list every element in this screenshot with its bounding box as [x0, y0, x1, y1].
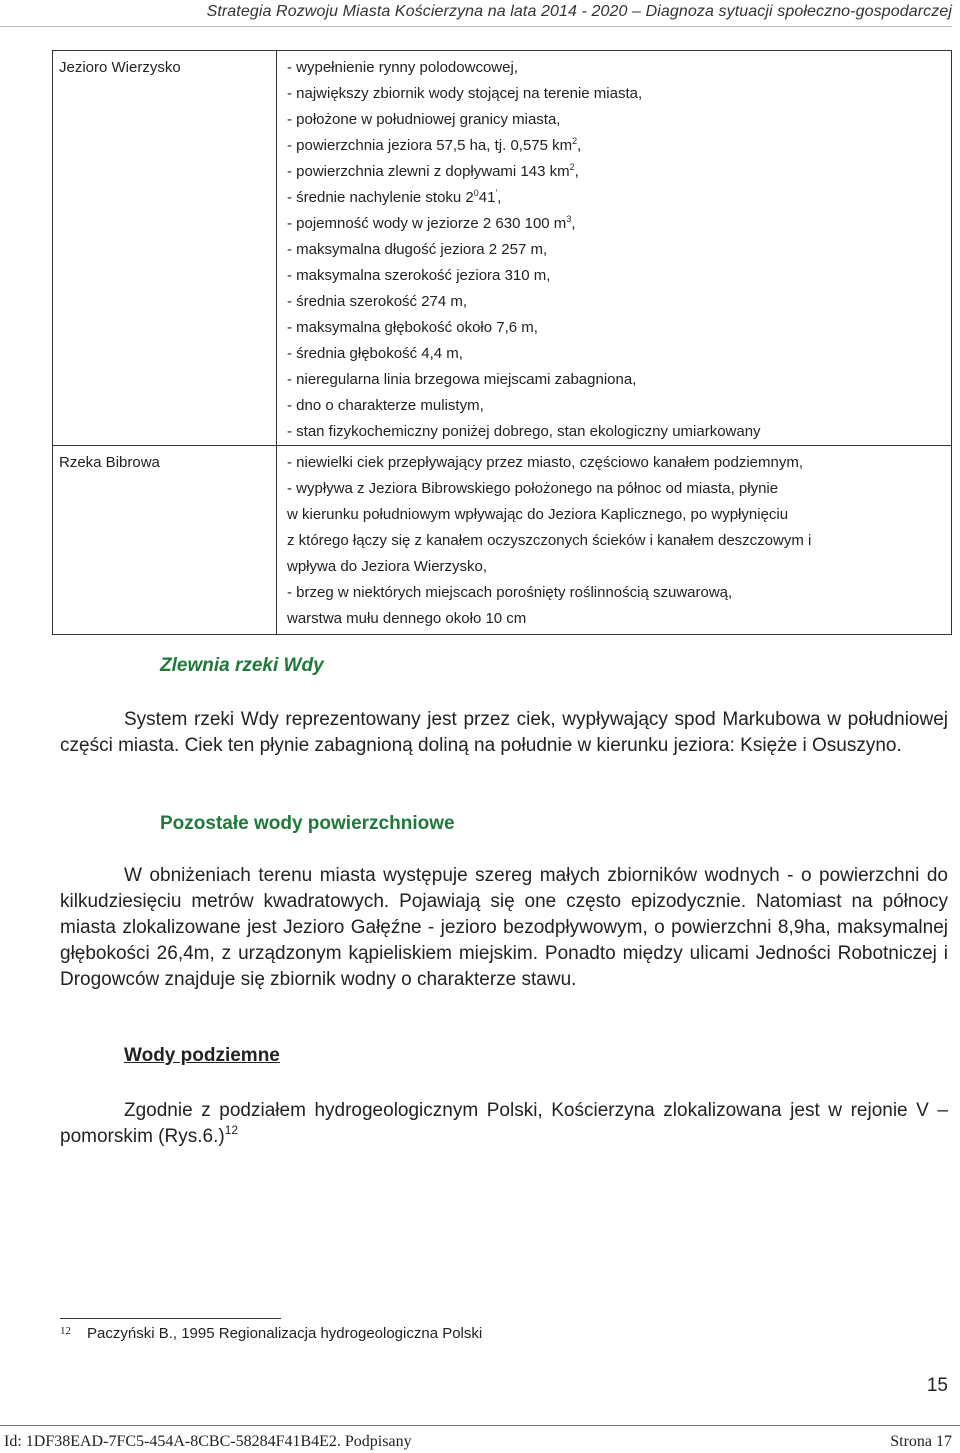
list-item: - średnie nachylenie stoku $2^041'$,: [287, 188, 502, 206]
footnote-number: 12: [60, 1325, 71, 1337]
water-bodies-table: [52, 50, 952, 635]
list-item: - niewielki ciek przepływający przez miasto, częściowo kanałem podziemnym,: [287, 454, 804, 471]
paragraph-wda: System rzeki Wdy reprezentowany jest przez ciek, wypływający spod Markubowa w południowej części miasta. Ciek ten płynie zabagnioną doliną na południe w kierunku jeziora: Księże i Osuszyno.: [60, 709, 948, 756]
paragraph-groundwater: Zgodnie z podziałem hydrogeologicznym Polski, Kościerzyna zlokalizowana jest w rejonie V – pomorskim $(Rys.6.)^{12}$: [60, 1100, 948, 1147]
table-cell-description: [277, 51, 952, 446]
footnote-divider: [60, 1318, 281, 1319]
list-item: - wypływa z Jeziora Bibrowskiego położonego na północ od miasta, płynie: [287, 480, 779, 497]
table-cell-description: [277, 446, 952, 635]
table-row: [53, 51, 952, 446]
table-cell-name: Rzeka Bibrowa: [53, 446, 277, 635]
section-heading-surface-waters: Pozostałe wody powierzchniowe: [160, 813, 455, 834]
header-divider: [0, 26, 952, 27]
list-item: - nieregularna linia brzegowa miejscami zabagniona,: [287, 371, 637, 388]
list-item: - maksymalna szerokość jeziora 310 m,: [287, 267, 551, 284]
list-item: - położone w południowej granicy miasta,: [287, 111, 561, 128]
list-item: z którego łączy się z kanałem oczyszczonych ścieków i kanałem deszczowym i: [287, 532, 812, 549]
list-item: w kierunku południowym wpływając do Jeziora Kaplicznego, po wypłynięciu: [287, 506, 789, 523]
list-item: - wypełnienie rynny polodowcowej,: [287, 59, 518, 76]
list-item: - brzeg w niektórych miejscach porośnięty roślinnością szuwarową,: [287, 584, 733, 601]
list-item: - maksymalna długość jeziora 2 257 m,: [287, 241, 548, 258]
list-item: - największy zbiornik wody stojącej na terenie miasta,: [287, 85, 643, 102]
list-item: - pojemność wody w jeziorze 2 630 100 $m^3$,: [287, 214, 576, 232]
footer-divider: [0, 1425, 960, 1426]
footnote-ref: 12: [224, 1123, 239, 1137]
page-header: Strategia Rozwoju Miasta Kościerzyna na lata 2014 - 2020 – Diagnoza sytuacji społeczno-gospodarczej: [206, 3, 952, 20]
paragraph-surface-waters: W obniżeniach terenu miasta występuje szereg małych zbiorników wodnych - o powierzchni do kilkudziesięciu metrów kwadratowych. Pojawiają się one często epizodycznie. Natomiast na północy miasta zlokalizowane jest Jezioro Gałęźne - jezioro bezodpływowym, o powierzchni 8,9ha, maksymalnej głębokości 26,4m, z urządzonym kąpieliskiem miejskim. Ponadto między ulicami Jedności Robotniczej i Drogowców znajduje się zbiornik wodny o charakterze stawu.: [60, 865, 948, 990]
list-item: - stan fizykochemiczny poniżej dobrego, stan ekologiczny umiarkowany: [287, 423, 761, 440]
list-item: warstwa mułu dennego około 10 cm: [287, 610, 527, 627]
section-heading-groundwater: Wody podziemne: [124, 1045, 280, 1066]
table-cell-name: Jezioro Wierzysko: [53, 51, 277, 446]
list-item: - średnia szerokość 274 m,: [287, 293, 468, 310]
footer-page: Strona 17: [890, 1433, 952, 1450]
footnote: [60, 1325, 482, 1342]
footer-id: Id: 1DF38EAD-7FC5-454A-8CBC-58284F41B4E2. Podpisany: [4, 1433, 412, 1450]
table-row: [53, 446, 952, 635]
list-item: - powierzchnia zlewni z dopływami 143 $km^2$,: [287, 162, 579, 180]
section-heading-wda: Zlewnia rzeki Wdy: [160, 655, 324, 676]
list-item: - średnia głębokość 4,4 m,: [287, 345, 463, 362]
list-item: - dno o charakterze mulistym,: [287, 397, 484, 414]
footnote-text: Paczyński B., 1995 Regionalizacja hydrogeologiczna Polski: [87, 1325, 483, 1342]
page-number: 15: [926, 1375, 948, 1396]
list-item: wpływa do Jeziora Wierzysko,: [287, 558, 488, 575]
list-item: - powierzchnia jeziora 57,5 ha, tj. 0,575 $km^2$,: [287, 136, 582, 154]
list-item: - maksymalna głębokość około 7,6 m,: [287, 319, 538, 336]
